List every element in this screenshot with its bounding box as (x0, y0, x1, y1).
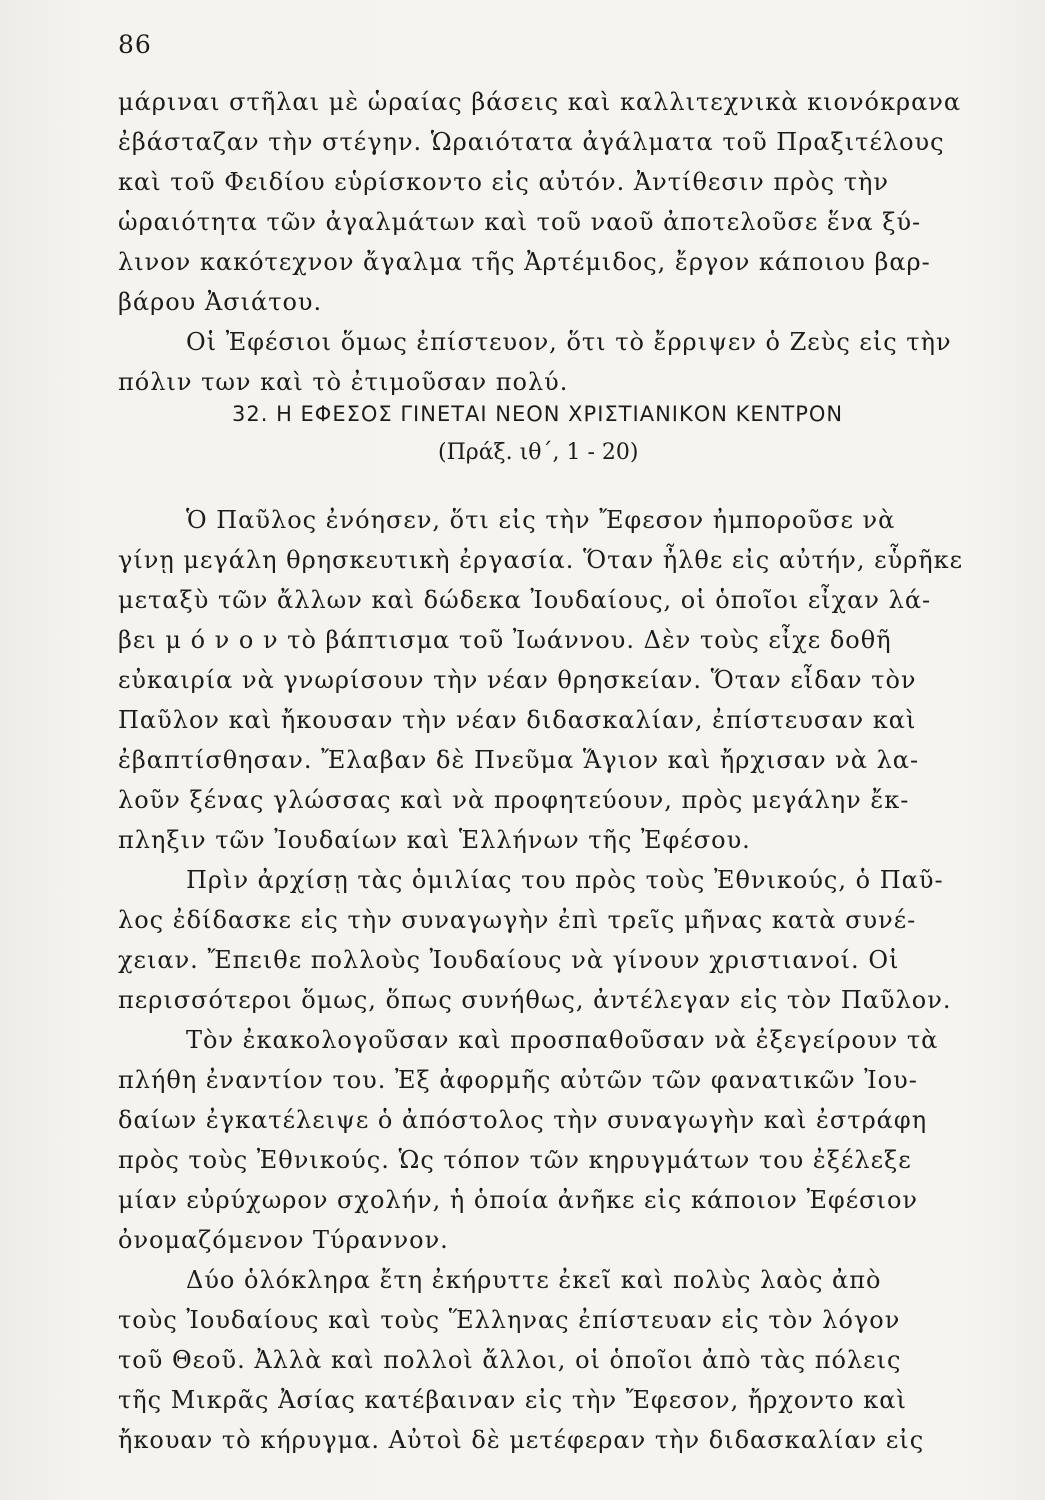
text-line: καὶ τοῦ Φειδίου εὑρίσκοντο εἰς αὐτόν. Ἀντίθεσιν πρὸς τὴν (118, 168, 889, 196)
page-number: 86 (118, 30, 152, 59)
text-line: ἐβαπτίσθησαν. Ἔλαβαν δὲ Πνεῦμα Ἅγιον καὶ ἤρχισαν νὰ λα- (118, 746, 920, 774)
text-line: τοὺς Ἰουδαίους καὶ τοὺς Ἕλληνας ἐπίστευαν εἰς τὸν λόγον (118, 1306, 901, 1334)
text-line: Οἱ Ἐφέσιοι ὅμως ἐπίστευον, ὅτι τὸ ἔρριψεν ὁ Ζεὺς εἰς τὴν (186, 328, 952, 356)
text-line: πόλιν των καὶ τὸ ἐτιμοῦσαν πολύ. (118, 368, 569, 396)
text-line: Ὁ Παῦλος ἐνόησεν, ὅτι εἰς τὴν Ἔφεσον ἠμποροῦσε νὰ (186, 506, 896, 534)
section-heading: 32. Η ΕΦΕΣΟΣ ΓΙΝΕΤΑΙ ΝΕΟΝ ΧΡΙΣΤΙΑΝΙΚΟΝ ΚΕΝΤΡΟΝ (232, 402, 844, 426)
text-line: περισσότεροι ὅμως, ὅπως συνήθως, ἀντέλεγαν εἰς τὸν Παῦλον. (118, 986, 952, 1014)
section-body (118, 500, 990, 1460)
intro-paragraphs (118, 82, 990, 402)
text-line: λος ἐδίδασκε εἰς τὴν συναγωγὴν ἐπὶ τρεῖς μῆνας κατὰ συνέ- (118, 906, 917, 934)
text-line: Δύο ὁλόκληρα ἔτη ἐκήρυττε ἐκεῖ καὶ πολὺς λαὸς ἀπὸ (186, 1266, 882, 1294)
text-line: ὡραιότητα τῶν ἀγαλμάτων καὶ τοῦ ναοῦ ἀποτελοῦσε ἕνα ξύ- (118, 208, 922, 236)
text-line: πρὸς τοὺς Ἐθνικούς. Ὡς τόπον τῶν κηρυγμάτων του ἐξέλεξε (118, 1146, 912, 1174)
text-line: Παῦλον καὶ ἤκουσαν τὴν νέαν διδασκαλίαν, ἐπίστευσαν καὶ (118, 706, 917, 734)
text-line: βάρου Ἀσιάτου. (118, 288, 323, 316)
text-line: δαίων ἐγκατέλειψε ὁ ἀπόστολος τὴν συναγωγὴν καὶ ἐστράφη (118, 1106, 928, 1134)
text-line: βει μ ό ν ο ν τὸ βάπτισμα τοῦ Ἰωάννου. Δὲν τοὺς εἶχε δοθῆ (118, 626, 892, 654)
text-line: χειαν. Ἔπειθε πολλοὺς Ἰουδαίους νὰ γίνουν χριστιανοί. Οἱ (118, 946, 900, 974)
text-line: μίαν εὐρύχωρον σχολήν, ἡ ὁποία ἀνῆκε εἰς κάποιον Ἐφέσιον (118, 1186, 918, 1214)
text-line: τοῦ Θεοῦ. Ἀλλὰ καὶ πολλοὶ ἄλλοι, οἱ ὁποῖοι ἀπὸ τὰς πόλεις (118, 1346, 902, 1374)
text-line: λινον κακότεχνον ἄγαλμα τῆς Ἀρτέμιδος, ἔργον κάποιου βαρ- (118, 248, 931, 276)
text-line: πληξιν τῶν Ἰουδαίων καὶ Ἑλλήνων τῆς Ἐφέσου. (118, 826, 751, 854)
text-line: μεταξὺ τῶν ἄλλων καὶ δώδεκα Ἰουδαίους, οἱ ὁποῖοι εἶχαν λά- (118, 586, 932, 614)
text-line: ὀνομαζόμενον Τύραννον. (118, 1226, 449, 1254)
text-line: τῆς Μικρᾶς Ἀσίας κατέβαιναν εἰς τὴν Ἔφεσον, ἤρχοντο καὶ (118, 1386, 907, 1414)
scripture-reference: (Πράξ. ιθ΄, 1 - 20) (438, 440, 639, 465)
text-line: πλήθη ἐναντίον του. Ἐξ ἀφορμῆς αὐτῶν τῶν φανατικῶν Ἰου- (118, 1066, 918, 1094)
text-line: εὐκαιρία νὰ γνωρίσουν τὴν νέαν θρησκείαν. Ὅταν εἶδαν τὸν (118, 666, 917, 694)
text-line: Τὸν ἐκακολογοῦσαν καὶ προσπαθοῦσαν νὰ ἐξεγείρουν τὰ (186, 1026, 939, 1054)
text-line: ἐβάσταζαν τὴν στέγην. Ὡραιότατα ἀγάλματα τοῦ Πραξιτέλους (118, 128, 945, 156)
text-line: γίνῃ μεγάλη θρησκευτικὴ ἐργασία. Ὅταν ἦλθε εἰς αὐτήν, εὗρῆκε (118, 546, 964, 574)
text-line: ἤκουαν τὸ κήρυγμα. Αὐτοὶ δὲ μετέφεραν τὴν διδασκαλίαν εἰς (118, 1426, 925, 1454)
text-line: Πρὶν ἀρχίσῃ τὰς ὁμιλίας του πρὸς τοὺς Ἐθνικούς, ὁ Παῦ- (186, 866, 944, 894)
text-line: μάριναι στῆλαι μὲ ὡραίας βάσεις καὶ καλλιτεχνικὰ κιονόκρανα (118, 88, 962, 116)
text-line: λοῦν ξένας γλώσσας καὶ νὰ προφητεύουν, πρὸς μεγάλην ἔκ- (118, 786, 910, 814)
